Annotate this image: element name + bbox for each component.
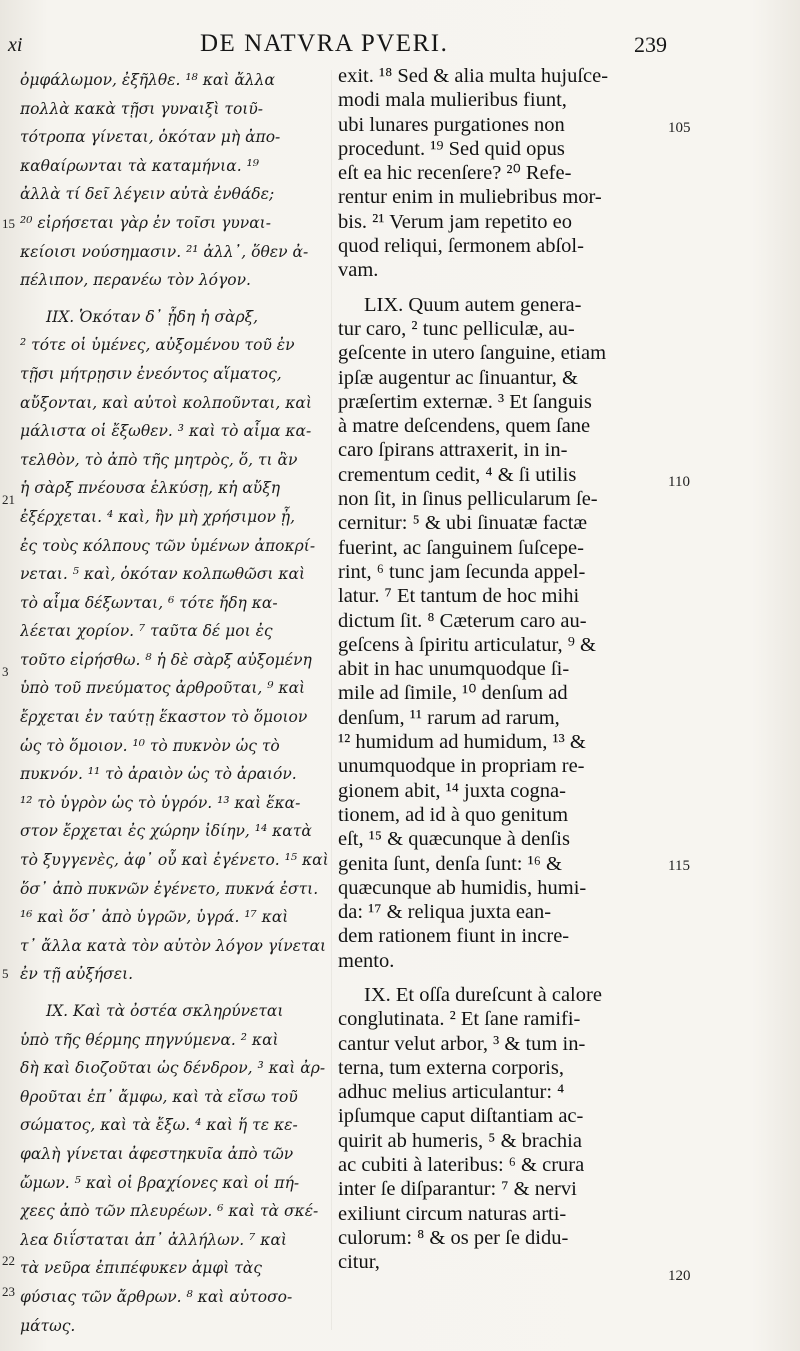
section-heading-line: IX. Et oſſa dureſcunt à calore [364, 983, 602, 1006]
text-line: ² τότε οἱ ὑμένες, αὐξομένου τοῦ ἐν [20, 336, 295, 355]
text-line: non ſit, in ſinus pellicularum ſe- [338, 488, 598, 511]
margin-number: 23 [2, 1284, 15, 1299]
text-line: tur caro, ² tunc pelliculæ, au- [338, 317, 575, 340]
text-line: abit in hac unumquodque ſi- [338, 658, 570, 681]
greek-text-column [20, 66, 332, 1340]
text-line: μάτως. [20, 1316, 76, 1335]
text-line: fuerint, ac ſanguinem ſuſcepe- [338, 536, 584, 559]
text-line: ac cubiti à lateribus: ⁶ & crura [338, 1154, 585, 1177]
text-line: πυκνόν. ¹¹ τὸ ἀραιὸν ὡς τὸ ἀραιόν. [20, 765, 297, 784]
text-line: κείοισι νούσημασιν. ²¹ ἀλλ᾽, ὅθεν ἀ- [20, 242, 309, 261]
section-break [338, 973, 666, 983]
text-line: τὸ ξυγγενὲς, ἀφ᾽ οὗ καὶ ἐγένετο. ¹⁵ καὶ [20, 851, 329, 870]
text-line: quæcunque ab humidis, humi- [338, 876, 587, 899]
text-line: genita ſunt, denſa ſunt: ¹⁶ & [338, 852, 562, 875]
text-line: cantur velut arbor, ³ & tum in- [338, 1032, 586, 1055]
text-line: ὑπὸ τῆς θέρμης πηγνύμενα. ² καὶ [20, 1030, 279, 1049]
margin-number: 120 [668, 1268, 691, 1284]
text-line: procedunt. ¹⁹ Sed quid opus [338, 137, 565, 160]
text-line: geſcente in utero ſanguine, etiam [338, 342, 607, 365]
text-line: ἀλλὰ τί δεῖ λέγειν αὐτὰ ἐνθάδε; [20, 185, 275, 204]
text-line: τὸ αἷμα δέξωνται, ⁶ τότε ἤδη κα- [20, 593, 278, 612]
text-line: culorum: ⁸ & os per ſe didu- [338, 1226, 569, 1249]
text-line: da: ¹⁷ & reliqua juxta ean- [338, 901, 552, 924]
section-break [20, 295, 332, 303]
text-line: cernitur: ⁵ & ubi ſinuatæ factæ [338, 512, 588, 535]
text-line: πέλιπον, περανέω τὸν λόγον. [20, 271, 251, 290]
section-heading-line: LIX. Quum autem genera- [364, 293, 582, 316]
margin-number: 22 [2, 1253, 15, 1268]
text-line: ipſæ augentur ac ſinuantur, & [338, 366, 578, 389]
text-line: ὤμων. ⁵ καὶ οἱ βραχίονες καὶ οἱ πή- [20, 1173, 300, 1192]
text-line: λέεται χορίον. ⁷ ταῦτα δέ μοι ἐς [20, 622, 273, 641]
text-line: τότροπα γίνεται, ὁκόταν μὴ ἀπο- [20, 128, 281, 147]
section-break [20, 989, 332, 997]
page-number: 239 [634, 32, 667, 57]
margin-number: 5 [2, 966, 9, 981]
section-break [338, 283, 666, 293]
text-line: αὔξονται, καὶ αὐτοὶ κολποῦνται, καὶ [20, 393, 312, 412]
text-line: μάλιστα οἱ ἔξωθεν. ³ καὶ τὸ αἷμα κα- [20, 422, 312, 441]
text-line: ¹² humidum ad humidum, ¹³ & [338, 731, 586, 754]
margin-number: 3 [2, 664, 9, 679]
text-line: ἐξέρχεται. ⁴ καὶ, ἢν μὴ χρήσιμον ᾖ, [20, 507, 296, 526]
text-line: λεα διΐσταται ἀπ᾽ ἀλλήλων. ⁷ καὶ [20, 1230, 288, 1249]
margin-number: 115 [668, 858, 690, 874]
text-line: conglutinata. ² Et ſane ramifi- [338, 1008, 581, 1031]
text-line: mento. [338, 949, 395, 972]
text-line: στον ἔρχεται ἐς χώρην ἰδίην, ¹⁴ κατὰ [20, 822, 312, 841]
text-line: vam. [338, 259, 379, 282]
text-line: bis. ²¹ Verum jam repetito eo [338, 210, 572, 233]
text-line: rint, ⁶ tunc jam ſecunda appel- [338, 560, 586, 583]
text-line: quod reliqui, ſermonem abſol- [338, 235, 584, 258]
page-header [0, 28, 800, 62]
signature-mark: xi [8, 34, 23, 56]
text-line: caro ſpirans attraxerit, in in- [338, 439, 568, 462]
margin-number: 15 [2, 216, 15, 231]
text-line: inter ſe diſparantur: ⁷ & nervi [338, 1178, 577, 1201]
text-line: ²⁰ εἰρήσεται γὰρ ἐν τοῖσι γυναι- [20, 213, 271, 232]
text-line: unumquodque in propriam re- [338, 755, 585, 778]
text-line: eſt, ¹⁵ & quæcunque à denſis [338, 828, 570, 851]
running-title: DE NATVRA PVERI. [200, 30, 449, 57]
text-line: adhuc melius articulantur: ⁴ [338, 1081, 565, 1104]
text-line: ἐν τῇ αὐξήσει. [20, 965, 134, 984]
text-line: exiliunt circum naturas arti- [338, 1202, 567, 1225]
text-line: θροῦται ἐπ᾽ ἄμφω, καὶ τὰ εἴσω τοῦ [20, 1087, 298, 1106]
text-line: rentur enim in muliebribus mor- [338, 186, 602, 209]
text-line: à matre deſcendens, quem ſane [338, 415, 591, 438]
text-line: φαλὴ γίνεται ἀφεστηκυῖα ἀπὸ τῶν [20, 1144, 294, 1163]
text-line: τῇσι μήτρῃσιν ἐνεόντος αἵματος, [20, 364, 282, 383]
text-line: τὰ νεῦρα ἐπιπέφυκεν ἀμφὶ τὰς [20, 1259, 262, 1278]
text-line: ἡ σὰρξ πνέουσα ἑλκύσῃ, κἡ αὔξη [20, 479, 281, 498]
text-line: gionem abit, ¹⁴ juxta cogna- [338, 779, 566, 802]
text-line: eſt ea hic recenſere? ²⁰ Refe- [338, 162, 572, 185]
text-line: exit. ¹⁸ Sed & alia multa hujuſce- [338, 65, 609, 87]
text-line: φύσιας τῶν ἄρθρων. ⁸ καὶ αὐτοσο- [20, 1287, 293, 1306]
text-line: terna, tum externa corporis, [338, 1056, 564, 1079]
text-line: σώματος, καὶ τὰ ἔξω. ⁴ καὶ ἥ τε κε- [20, 1116, 298, 1135]
text-line: ipſumque caput diſtantiam ac- [338, 1105, 584, 1128]
text-line: πολλὰ κακὰ τῇσι γυναιξὶ τοιῦ- [20, 99, 264, 118]
text-line: ἔρχεται ἐν ταύτῃ ἕκαστον τὸ ὅμοιον [20, 708, 308, 727]
text-line: latur. ⁷ Et tantum de hoc mihi [338, 585, 580, 608]
text-line: mile ad ſimile, ¹⁰ denſum ad [338, 682, 568, 705]
text-line: ὡς τὸ ὅμοιον. ¹⁰ τὸ πυκνὸν ὡς τὸ [20, 736, 280, 755]
text-line: τελθὸν, τὸ ἀπὸ τῆς μητρὸς, ὅ, τι ἂν [20, 450, 298, 469]
text-line: καθαίρωνται τὰ καταμήνια. ¹⁹ [20, 156, 259, 175]
section-heading-line: IIX. Ὁκόταν δ᾽ ᾖδη ἡ σὰρξ, [46, 307, 259, 326]
text-line: νεται. ⁵ καὶ, ὁκόταν κολπωθῶσι καὶ [20, 565, 306, 584]
text-line: χεες ἀπὸ τῶν πλευρέων. ⁶ καὶ τὰ σκέ- [20, 1202, 319, 1221]
text-line: ὀμφάλωμον, ἐξῆλθε. ¹⁸ καὶ ἄλλα [20, 71, 275, 89]
text-line: denſum, ¹¹ rarum ad rarum, [338, 706, 560, 729]
text-line: ubi lunares purgationes non [338, 113, 565, 136]
text-line: modi mala mulieribus fiunt, [338, 89, 567, 112]
text-line: ἐς τοὺς κόλπους τῶν ὑμένων ἀποκρί- [20, 536, 316, 555]
margin-number: 110 [668, 474, 690, 490]
text-line: ¹⁶ καὶ ὅσ᾽ ἀπὸ ὑγρῶν, ὑγρά. ¹⁷ καὶ [20, 908, 289, 927]
margin-number: 21 [2, 492, 15, 507]
text-line: præſertim externæ. ³ Et ſanguis [338, 390, 592, 413]
margin-number: 105 [668, 120, 691, 136]
text-line: dictum ſit. ⁸ Cæterum caro au- [338, 609, 587, 632]
text-line: δὴ καὶ διοζοῦται ὡς δένδρον, ³ καὶ ἀρ- [20, 1059, 326, 1078]
text-line: τοῦτο εἰρήσθω. ⁸ ἡ δὲ σὰρξ αὐξομένη [20, 650, 312, 669]
text-line: ὑπὸ τοῦ πνεύματος ἀρθροῦται, ⁹ καὶ [20, 679, 306, 698]
text-line: ὅσ᾽ ἀπὸ πυκνῶν ἐγένετο, πυκνά ἐστι. [20, 879, 319, 898]
text-line: quirit ab humeris, ⁵ & brachia [338, 1129, 582, 1152]
text-line: dem rationem fiunt in incre- [338, 925, 570, 948]
text-line: tionem, ad id à quo genitum [338, 803, 569, 826]
text-line: crementum cedit, ⁴ & ſi utilis [338, 463, 577, 486]
text-line: citur, [338, 1251, 380, 1274]
text-line: ¹² τὸ ὑγρὸν ὡς τὸ ὑγρόν. ¹³ καὶ ἕκα- [20, 793, 301, 812]
latin-text-column [338, 64, 666, 1275]
text-line: geſcens à ſpiritu articulatur, ⁹ & [338, 633, 596, 656]
text-line: τ᾽ ἄλλα κατὰ τὸν αὐτὸν λόγον γίνεται [20, 936, 327, 955]
section-heading-line: IX. Καὶ τὰ ὀστέα σκληρύνεται [46, 1002, 284, 1020]
